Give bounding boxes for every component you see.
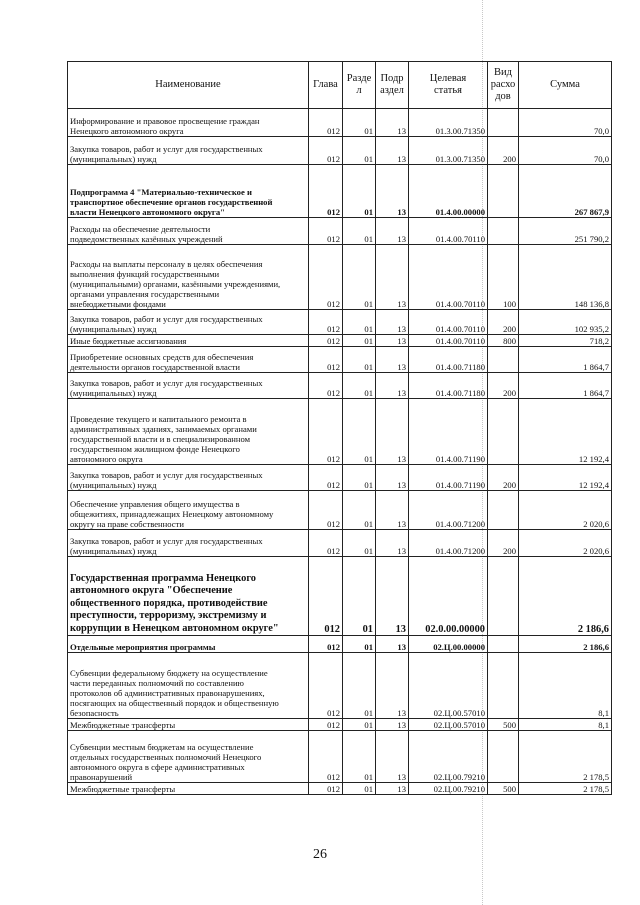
cell-section: 01 [343, 165, 376, 218]
cell-chapter: 012 [309, 373, 343, 399]
cell-chapter: 012 [309, 557, 343, 636]
cell-exp-type: 200 [488, 530, 519, 557]
cell-section: 01 [343, 399, 376, 465]
cell-amount: 12 192,4 [519, 399, 612, 465]
cell-exp-type: 200 [488, 465, 519, 491]
cell-subsection: 13 [376, 530, 409, 557]
cell-subsection: 13 [376, 347, 409, 373]
cell-target: 02.0.00.00000 [409, 557, 488, 636]
cell-section: 01 [343, 335, 376, 347]
cell-target: 01.4.00.70110 [409, 335, 488, 347]
cell-exp-type [488, 653, 519, 719]
cell-subsection: 13 [376, 310, 409, 335]
cell-amount: 1 864,7 [519, 347, 612, 373]
cell-subsection: 13 [376, 218, 409, 245]
cell-section: 01 [343, 491, 376, 530]
cell-exp-type [488, 491, 519, 530]
cell-amount: 2 186,6 [519, 636, 612, 653]
cell-target: 01.4.00.71190 [409, 399, 488, 465]
cell-chapter: 012 [309, 165, 343, 218]
table-row [68, 310, 612, 335]
table-row [68, 218, 612, 245]
cell-exp-type [488, 557, 519, 636]
header-subsection: Подр аздел [376, 62, 409, 109]
table-row [68, 530, 612, 557]
cell-exp-type: 200 [488, 373, 519, 399]
cell-chapter: 012 [309, 465, 343, 491]
table-row [68, 465, 612, 491]
cell-chapter: 012 [309, 399, 343, 465]
cell-section: 01 [343, 373, 376, 399]
cell-name: Закупка товаров, работ и услуг для государственных (муниципальных) нужд [68, 373, 309, 399]
cell-name: Субвенции федеральному бюджету на осуществление части переданных полномочий по составлению протоколов об административных правонарушениях, посягающих на общественный порядок и общественную безопасность [68, 653, 309, 719]
cell-chapter: 012 [309, 109, 343, 137]
cell-exp-type [488, 347, 519, 373]
cell-subsection: 13 [376, 636, 409, 653]
cell-amount: 1 864,7 [519, 373, 612, 399]
cell-exp-type [488, 165, 519, 218]
table-row [68, 783, 612, 795]
table-row [68, 335, 612, 347]
cell-subsection: 13 [376, 245, 409, 310]
cell-subsection: 13 [376, 719, 409, 731]
table-header-row [68, 62, 612, 109]
cell-name: Обеспечение управления общего имущества в общежитиях, принадлежащих Ненецкому автономному округу на праве собственности [68, 491, 309, 530]
cell-target: 02.Ц.00.79210 [409, 731, 488, 783]
cell-amount: 70,0 [519, 109, 612, 137]
cell-target: 01.4.00.71190 [409, 465, 488, 491]
cell-chapter: 012 [309, 731, 343, 783]
cell-name: Межбюджетные трансферты [68, 719, 309, 731]
table-row [68, 109, 612, 137]
cell-amount: 12 192,4 [519, 465, 612, 491]
cell-exp-type: 200 [488, 310, 519, 335]
cell-section: 01 [343, 731, 376, 783]
cell-chapter: 012 [309, 137, 343, 165]
cell-target: 01.4.00.00000 [409, 165, 488, 218]
table-row [68, 137, 612, 165]
cell-amount: 148 136,8 [519, 245, 612, 310]
cell-section: 01 [343, 218, 376, 245]
cell-section: 01 [343, 530, 376, 557]
cell-exp-type [488, 399, 519, 465]
cell-chapter: 012 [309, 335, 343, 347]
cell-target: 02.Ц.00.57010 [409, 653, 488, 719]
cell-target: 01.3.00.71350 [409, 109, 488, 137]
cell-section: 01 [343, 245, 376, 310]
cell-target: 01.4.00.71180 [409, 373, 488, 399]
cell-subsection: 13 [376, 731, 409, 783]
cell-subsection: 13 [376, 373, 409, 399]
cell-chapter: 012 [309, 491, 343, 530]
cell-amount: 2 020,6 [519, 491, 612, 530]
cell-name: Проведение текущего и капитального ремонта в административных зданиях, занимаемых органами государственной власти и в специализированном государственном жилищном фонде Ненецкого автономного округа [68, 399, 309, 465]
cell-target: 01.4.00.70110 [409, 218, 488, 245]
cell-amount: 70,0 [519, 137, 612, 165]
cell-target: 02.Ц.00.57010 [409, 719, 488, 731]
cell-subsection: 13 [376, 783, 409, 795]
table-row [68, 373, 612, 399]
header-target: Целевая статья [409, 62, 488, 109]
cell-amount: 8,1 [519, 719, 612, 731]
cell-exp-type: 200 [488, 137, 519, 165]
cell-exp-type: 100 [488, 245, 519, 310]
cell-exp-type [488, 218, 519, 245]
cell-subsection: 13 [376, 109, 409, 137]
cell-exp-type [488, 731, 519, 783]
cell-subsection: 13 [376, 165, 409, 218]
cell-section: 01 [343, 636, 376, 653]
cell-section: 01 [343, 465, 376, 491]
cell-name: Субвенции местным бюджетам на осуществление отдельных государственных полномочий Ненецкого автономного округа в сфере административных правонарушений [68, 731, 309, 783]
cell-chapter: 012 [309, 245, 343, 310]
table-row [68, 165, 612, 218]
cell-section: 01 [343, 310, 376, 335]
cell-name: Расходы на выплаты персоналу в целях обеспечения выполнения функций государственными (муниципальными) органами, казёнными учреждениями, органами управления государственными внебюджетными фондами [68, 245, 309, 310]
cell-exp-type: 500 [488, 783, 519, 795]
cell-amount: 2 186,6 [519, 557, 612, 636]
cell-subsection: 13 [376, 399, 409, 465]
cell-section: 01 [343, 719, 376, 731]
table-row [68, 399, 612, 465]
cell-chapter: 012 [309, 719, 343, 731]
cell-name: Приобретение основных средств для обеспечения деятельности органов государственной власти [68, 347, 309, 373]
cell-chapter: 012 [309, 310, 343, 335]
cell-amount: 2 020,6 [519, 530, 612, 557]
cell-target: 01.4.00.71200 [409, 491, 488, 530]
cell-amount: 267 867,9 [519, 165, 612, 218]
cell-subsection: 13 [376, 653, 409, 719]
cell-target: 02.Ц.00.79210 [409, 783, 488, 795]
cell-section: 01 [343, 137, 376, 165]
header-name: Наименование [68, 62, 309, 109]
cell-name: Расходы на обеспечение деятельности подведомственных казённых учреждений [68, 218, 309, 245]
cell-target: 02.Ц.00.00000 [409, 636, 488, 653]
cell-amount: 2 178,5 [519, 731, 612, 783]
table-row [68, 557, 612, 636]
cell-target: 01.3.00.71350 [409, 137, 488, 165]
cell-amount: 2 178,5 [519, 783, 612, 795]
cell-section: 01 [343, 653, 376, 719]
cell-exp-type [488, 636, 519, 653]
cell-amount: 8,1 [519, 653, 612, 719]
cell-name: Иные бюджетные ассигнования [68, 335, 309, 347]
page-number: 26 [313, 847, 327, 862]
cell-name: Закупка товаров, работ и услуг для государственных (муниципальных) нужд [68, 530, 309, 557]
header-exp-type: Вид расхо дов [488, 62, 519, 109]
cell-exp-type [488, 109, 519, 137]
cell-subsection: 13 [376, 335, 409, 347]
cell-subsection: 13 [376, 465, 409, 491]
cell-name: Межбюджетные трансферты [68, 783, 309, 795]
cell-exp-type: 500 [488, 719, 519, 731]
cell-amount: 102 935,2 [519, 310, 612, 335]
cell-amount: 251 790,2 [519, 218, 612, 245]
header-chapter: Глава [309, 62, 343, 109]
cell-chapter: 012 [309, 653, 343, 719]
budget-table [67, 61, 612, 795]
cell-subsection: 13 [376, 557, 409, 636]
cell-chapter: 012 [309, 783, 343, 795]
cell-exp-type: 800 [488, 335, 519, 347]
cell-name: Закупка товаров, работ и услуг для государственных (муниципальных) нужд [68, 310, 309, 335]
cell-name: Подпрограмма 4 "Материально-техническое и транспортное обеспечение органов государственной власти Ненецкого автономного округа" [68, 165, 309, 218]
cell-section: 01 [343, 347, 376, 373]
cell-name: Отдельные мероприятия программы [68, 636, 309, 653]
cell-target: 01.4.00.71180 [409, 347, 488, 373]
table-row [68, 719, 612, 731]
table-row [68, 636, 612, 653]
header-section: Разде л [343, 62, 376, 109]
cell-name: Информирование и правовое просвещение граждан Ненецкого автономного округа [68, 109, 309, 137]
cell-chapter: 012 [309, 636, 343, 653]
cell-section: 01 [343, 109, 376, 137]
cell-name: Закупка товаров, работ и услуг для государственных (муниципальных) нужд [68, 465, 309, 491]
cell-target: 01.4.00.70110 [409, 245, 488, 310]
cell-chapter: 012 [309, 347, 343, 373]
cell-subsection: 13 [376, 137, 409, 165]
cell-chapter: 012 [309, 218, 343, 245]
cell-name: Закупка товаров, работ и услуг для государственных (муниципальных) нужд [68, 137, 309, 165]
cell-target: 01.4.00.71200 [409, 530, 488, 557]
table-row [68, 653, 612, 719]
cell-subsection: 13 [376, 491, 409, 530]
cell-target: 01.4.00.70110 [409, 310, 488, 335]
cell-section: 01 [343, 557, 376, 636]
table-row [68, 347, 612, 373]
budget-table-body [68, 109, 612, 795]
header-amount: Сумма [519, 62, 612, 109]
cell-amount: 718,2 [519, 335, 612, 347]
cell-name: Государственная программа Ненецкого автономного округа "Обеспечение общественного порядка, противодействие преступности, терроризму, экстремизму и коррупции в Ненецком автономном округе" [68, 557, 309, 636]
table-row [68, 245, 612, 310]
cell-chapter: 012 [309, 530, 343, 557]
table-row [68, 731, 612, 783]
cell-section: 01 [343, 783, 376, 795]
table-row [68, 491, 612, 530]
